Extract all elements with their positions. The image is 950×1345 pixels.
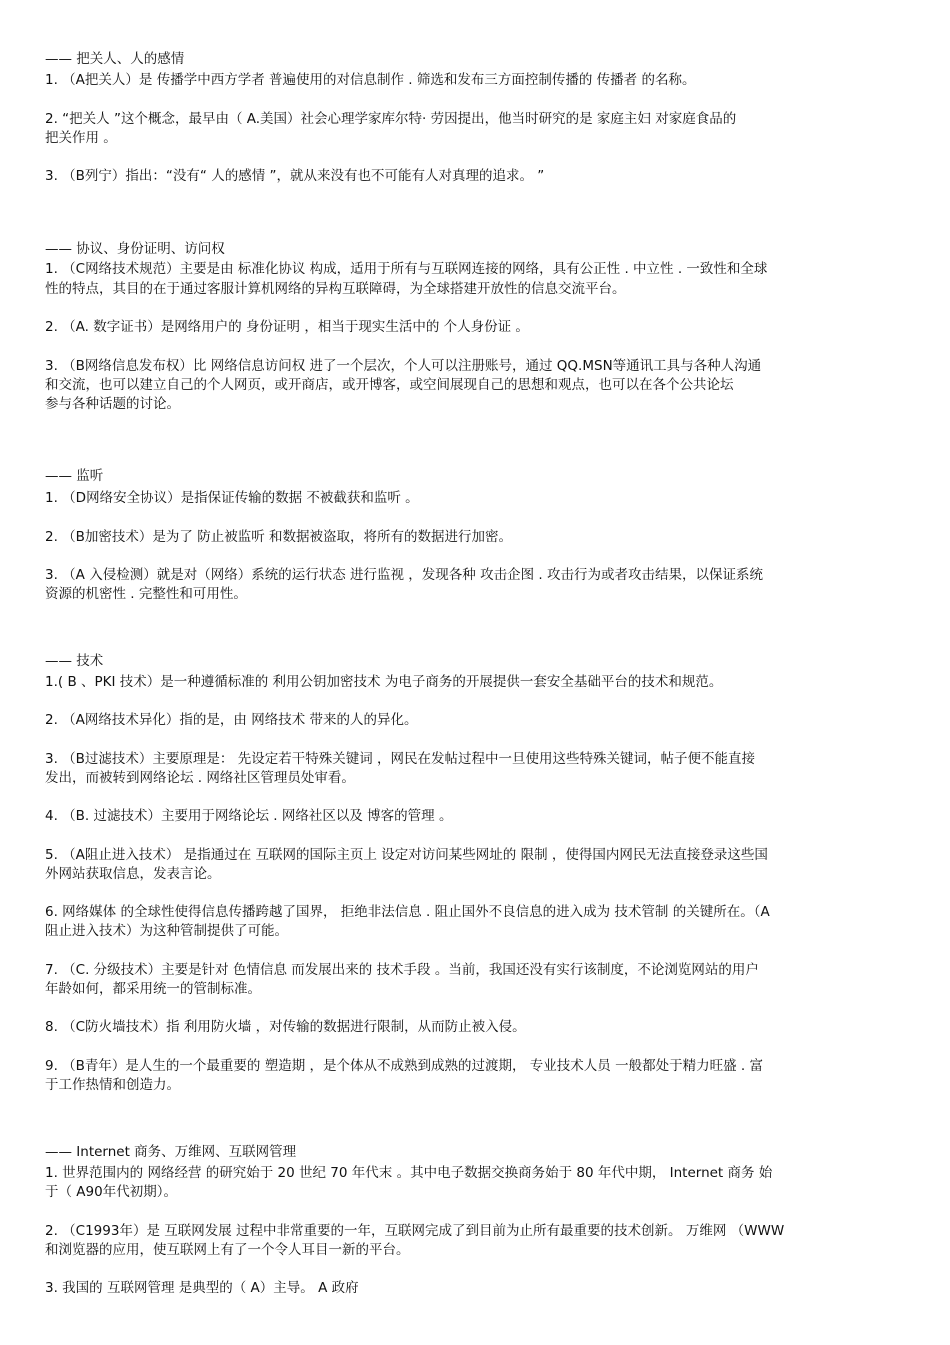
section-heading: —— 把关人、人的感情: [45, 51, 185, 67]
list-item: 3. （B过滤技术）主要原理是： 先设定若干特殊关键词 ，网民在发帖过程中一旦使用这些特殊关键词，帖子便不能直接: [45, 751, 756, 767]
list-item-continuation: 阻止进入技术）为这种管制提供了可能。: [45, 923, 288, 939]
list-item-continuation: 资源的机密性 . 完整性和可用性。: [45, 586, 247, 602]
list-item: 2. （C1993年）是 互联网发展 过程中非常重要的一年，互联网完成了到目前为止所有最重要的技术创新。 万维网 （WWW: [45, 1223, 785, 1239]
list-item: 7. （C. 分级技术）主要是针对 色情信息 而发展出来的 技术手段 。当前，我国还没有实行该制度，不论浏览网站的用户: [45, 962, 759, 978]
list-item-continuation: 参与各种话题的讨论。: [45, 396, 180, 412]
section-heading: —— 协议、身份证明、访问权: [45, 241, 225, 257]
list-item: 1. （C网络技术规范）主要是由 标准化协议 构成，适用于所有与互联网连接的网络，具有公正性 . 中立性 . 一致性和全球: [45, 261, 768, 277]
list-item: 6. 网络媒体 的全球性使得信息传播跨越了国界， 拒绝非法信息 . 阻止国外不良信息的进入成为 技术管制 的关键所在。（A: [45, 904, 770, 920]
section-heading: —— 技术: [45, 653, 104, 669]
list-item: 2. （A网络技术异化）指的是，由 网络技术 带来的人的异化。: [45, 712, 418, 728]
list-item-continuation: 性的特点，其目的在于通过客服计算机网络的异构互联障碍，为全球搭建开放性的信息交流平台。: [45, 281, 626, 297]
list-item: 2. （A. 数字证书）是网络用户的 身份证明 ，相当于现实生活中的 个人身份证 。: [45, 319, 529, 335]
list-item-continuation: 发出，而被转到网络论坛 . 网络社区管理员处审看。: [45, 770, 355, 786]
list-item: 1. （A把关人）是 传播学中西方学者 普遍使用的对信息制作 . 筛选和发布三方面控制传播的 传播者 的名称。: [45, 72, 696, 88]
list-item: 2. （B加密技术）是为了 防止被监听 和数据被盗取，将所有的数据进行加密。: [45, 529, 513, 545]
list-item: 3. 我国的 互联网管理 是典型的（ A）主导。 A 政府: [45, 1280, 359, 1296]
list-item-continuation: 年龄如何，都采用统一的管制标准。: [45, 981, 261, 997]
list-item-continuation: 和浏览器的应用，使互联网上有了一个令人耳目一新的平台。: [45, 1242, 410, 1258]
list-item: 8. （C防火墙技术）指 利用防火墙 ，对传输的数据进行限制，从而防止被入侵。: [45, 1019, 526, 1035]
section-heading: —— 监听: [45, 468, 104, 484]
list-item: 2. “把关人 ”这个概念，最早由（ A.美国）社会心理学家库尔特· 劳因提出，他当时研究的是 家庭主妇 对家庭食品的: [45, 111, 737, 127]
list-item-continuation: 于（ A90年代初期）。: [45, 1184, 177, 1200]
list-item: 3. （B列宁）指出：“没有“ 人的感情 ”，就从来没有也不可能有人对真理的追求。 ”: [45, 168, 545, 184]
list-item: 1. （D网络安全协议）是指保证传输的数据 不被截获和监听 。: [45, 490, 419, 506]
list-item: 4. （B. 过滤技术）主要用于网络论坛 . 网络社区以及 博客的管理 。: [45, 808, 453, 824]
list-item: 1. 世界范围内的 网络经营 的研究始于 20 世纪 70 年代末 。其中电子数据交换商务始于 80 年代中期， Internet 商务 始: [45, 1165, 773, 1181]
list-item-continuation: 把关作用 。: [45, 130, 117, 146]
list-item: 5. （A阻止进入技术） 是指通过在 互联网的国际主页上 设定对访问某些网址的 限制 ，使得国内网民无法直接登录这些国: [45, 847, 768, 863]
list-item: 9. （B青年）是人生的一个最重要的 塑造期 ，是个体从不成熟到成熟的过渡期， 专业技术人员 一般都处于精力旺盛 . 富: [45, 1058, 763, 1074]
section-heading: —— Internet 商务、万维网、互联网管理: [45, 1144, 297, 1160]
list-item-continuation: 于工作热情和创造力。: [45, 1077, 180, 1093]
list-item: 1.( B 、PKI 技术）是一种遵循标准的 利用公钥加密技术 为电子商务的开展提供一套安全基础平台的技术和规范。: [45, 674, 723, 690]
list-item-continuation: 外网站获取信息，发表言论。: [45, 866, 221, 882]
list-item-continuation: 和交流，也可以建立自己的个人网页，或开商店，或开博客，或空间展现自己的思想和观点，也可以在各个公共论坛: [45, 377, 734, 393]
list-item: 3. （B网络信息发布权）比 网络信息访问权 进了一个层次，个人可以注册账号，通过 QQ.MSN等通讯工具与各种人沟通: [45, 358, 762, 374]
list-item: 3. （A 入侵检测）就是对（网络）系统的运行状态 进行监视 ，发现各种 攻击企图 . 攻击行为或者攻击结果，以保证系统: [45, 567, 763, 583]
